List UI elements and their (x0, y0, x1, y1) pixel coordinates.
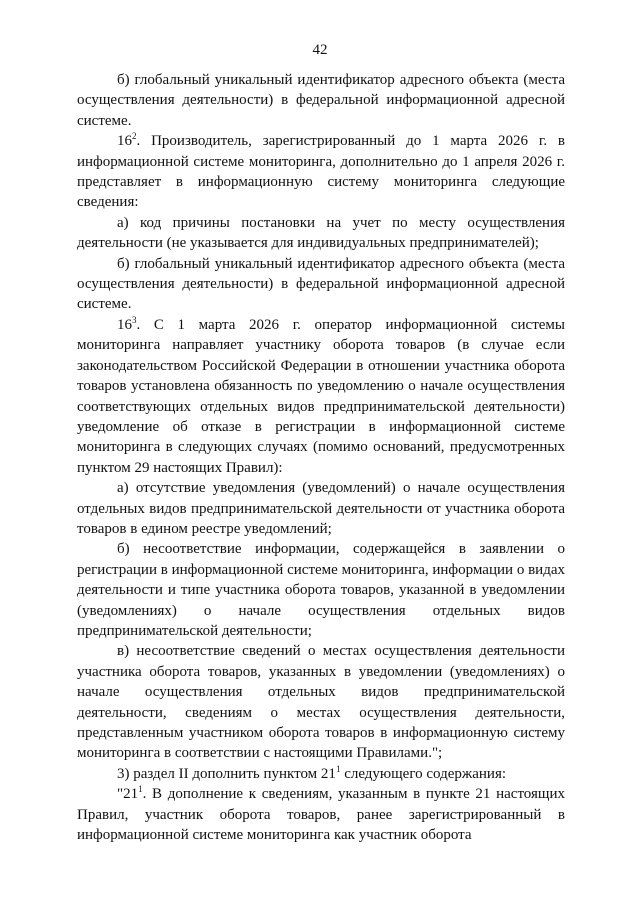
page-number: 42 (312, 42, 328, 58)
clause-number: 16 (117, 133, 132, 150)
paragraph-text: б) глобальный уникальный идентификатор адресного объекта (места осуществления деятельности) в федеральной информационной адресной системе. (77, 72, 565, 129)
document-body (77, 70, 565, 845)
clause-number: 16 (117, 316, 132, 333)
clause-number: "21 (117, 786, 139, 803)
paragraph-text: 3) раздел II дополнить пунктом 21 (117, 765, 336, 782)
paragraph-text: б) несоответствие информации, содержащейся в заявлении о регистрации в информационной системе мониторинга, информации о видах деятельности и типе участника оборота товаров, указанной в уведомлении (уведомлениях) о начале осуществления отдельных видов предпринимательской деятельности; (77, 541, 565, 639)
paragraph-item-v (77, 641, 565, 763)
paragraph-item-b-2 (77, 254, 565, 315)
paragraph-16-3 (77, 315, 565, 478)
paragraph-text: . Производитель, зарегистрированный до 1 марта 2026 г. в информационной системе мониторинга, дополнительно до 1 апреля 2026 г. представляет в информационную систему мониторинга следующие сведения: (77, 133, 565, 211)
paragraph-item-b-3 (77, 539, 565, 641)
clause-superscript: 1 (138, 784, 143, 795)
paragraph-text: а) отсутствие уведомления (уведомлений) о начале осуществления отдельных видов предпринимательской деятельности от участника оборота товаров в едином реестре уведомлений; (77, 480, 565, 537)
paragraph-16-2 (77, 131, 565, 213)
clause-superscript: 3 (132, 314, 137, 325)
paragraph-21-1 (77, 784, 565, 845)
paragraph-text: . В дополнение к сведениям, указанным в пункте 21 настоящих Правил, участник оборота товаров, ранее зарегистрированный в информационной системе мониторинга как участник оборота (77, 786, 565, 844)
paragraph-item-a-2 (77, 478, 565, 539)
clause-superscript: 1 (335, 763, 341, 774)
paragraph-text: б) глобальный уникальный идентификатор адресного объекта (места осуществления деятельности) в федеральной информационной адресной системе. (77, 255, 565, 313)
paragraph-text: в) несоответствие сведений о местах осуществления деятельности участника оборота товаров, указанных в уведомлении (уведомлениях) о начале осуществления отдельных видов предпринимательской деятельности, сведениям о местах осуществления деятельности, представленным участником оборота товаров в информационную систему мониторинга в соответствии с настоящими Правилами."; (77, 643, 565, 762)
paragraph-item-a-1 (77, 213, 565, 254)
paragraph-text: следующего содержания: (340, 765, 507, 782)
paragraph-text: а) код причины постановки на учет по месту осуществления деятельности (не указывается для индивидуальных предпринимателей); (77, 214, 565, 252)
clause-superscript: 2 (132, 131, 137, 142)
paragraph-text: . С 1 марта 2026 г. оператор информационной системы мониторинга направляет участнику оборота товаров (в случае если законодательством Российской Федерации в отношении участника оборота товаров установлена обязанность по уведомлению о начале осуществления соответствующих отдельных видов предпринимательской деятельности) уведомление об отказе в регистрации в информационной системе мониторинга в следующих случаях (помимо оснований, предусмотренных пунктом 29 настоящих Правил): (77, 316, 565, 476)
paragraph-item-3 (77, 764, 565, 784)
paragraph-item-b-1 (77, 70, 565, 131)
